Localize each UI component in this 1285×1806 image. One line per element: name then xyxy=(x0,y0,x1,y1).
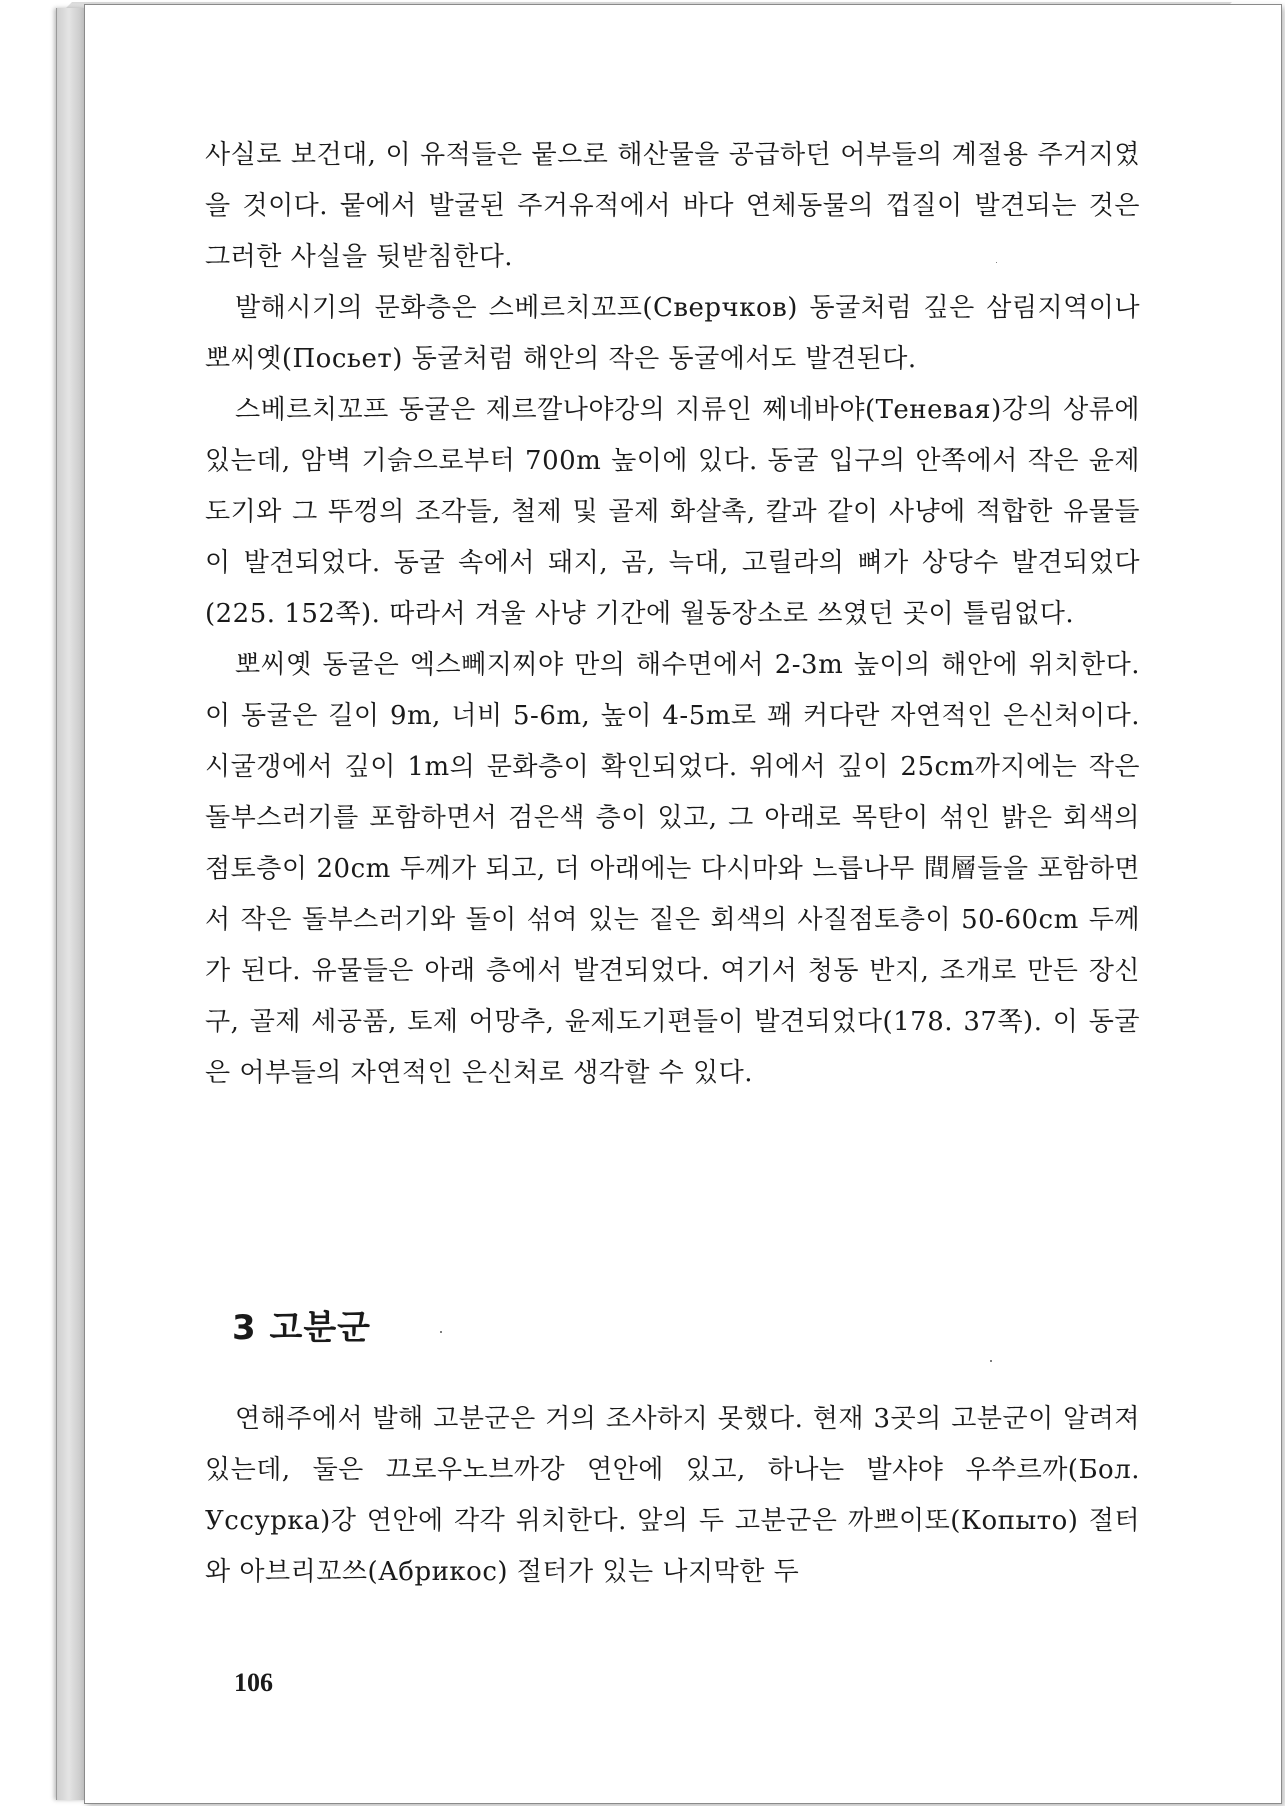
paragraph-2: 발해시기의 문화층은 스베르치꼬프(Сверчков) 동굴처럼 깊은 삼림지역이나 뽀씨옛(Посьет) 동굴처럼 해안의 작은 동굴에서도 발견된다. xyxy=(205,293,1140,374)
page-number: 106 xyxy=(234,1668,273,1697)
paragraph-4: 뽀씨옛 동굴은 엑스뻬지찌야 만의 해수면에서 2-3m 높이의 해안에 위치한다. 이 동굴은 길이 9m, 너비 5-6m, 높이 4-5m로 꽤 커다란 자연적인 은신처이다. 시굴갱에서 깊이 1m의 문화층이 확인되었다. 위에서 깊이 25cm까지에는 작은 돌부스러기를 포함하면서 검은색 층이 있고, 그 아래로 목탄이 섞인 밝은 회색의 점토층이 20cm 두께가 되고, 더 아래에는 다시마와 느릅나무 間層들을 포함하면서 작은 돌부스러기와 돌이 섞여 있는 짙은 회색의 사질점토층이 50-60cm 두께가 된다. 유물들은 아래 층에서 발견되었다. 여기서 청동 반지, 조개로 만든 장신구, 골제 세공품, 토제 어망추, 윤제도기편들이 발견되었다(178. 37쪽). 이 동굴은 어부들의 자연적인 은신처로 생각할 수 있다. xyxy=(205,650,1140,1088)
paragraph-1: 사실로 보건대, 이 유적들은 뭍으로 해산물을 공급하던 어부들의 계절용 주거지였을 것이다. 뭍에서 발굴된 주거유적에서 바다 연체동물의 껍질이 발견되는 것은 그러한 사실을 뒷받침한다. xyxy=(205,140,1140,272)
section-body-text xyxy=(205,1394,1140,1598)
section-heading: 3 고분군 xyxy=(232,1308,372,1348)
scan-speck xyxy=(990,1360,992,1362)
scan-speck xyxy=(996,262,997,263)
paragraph-3: 스베르치꼬프 동굴은 제르깔나야강의 지류인 쩨네바야(Теневая)강의 상류에 있는데, 암벽 기슭으로부터 700m 높이에 있다. 동굴 입구의 안쪽에서 작은 윤제도기와 그 뚜껑의 조각들, 철제 및 골제 화살촉, 칼과 같이 사냥에 적합한 유물들이 발견되었다. 동굴 속에서 돼지, 곰, 늑대, 고릴라의 뼈가 상당수 발견되었다(225. 152쪽). 따라서 겨울 사냥 기간에 월동장소로 쓰였던 곳이 틀림없다. xyxy=(205,395,1140,629)
scan-speck xyxy=(440,1331,442,1333)
section-paragraph-1: 연해주에서 발해 고분군은 거의 조사하지 못했다. 현재 3곳의 고분군이 알려져 있는데, 둘은 끄로우노브까강 연안에 있고, 하나는 발샤야 우쑤르까(Бол. Уссурка)강 연안에 각각 위치한다. 앞의 두 고분군은 까쁘이또(Копыто) 절터와 아브리꼬쓰(Абрикос) 절터가 있는 나지막한 두 xyxy=(205,1404,1140,1587)
book-spine xyxy=(56,8,87,1800)
body-text xyxy=(205,130,1140,1099)
